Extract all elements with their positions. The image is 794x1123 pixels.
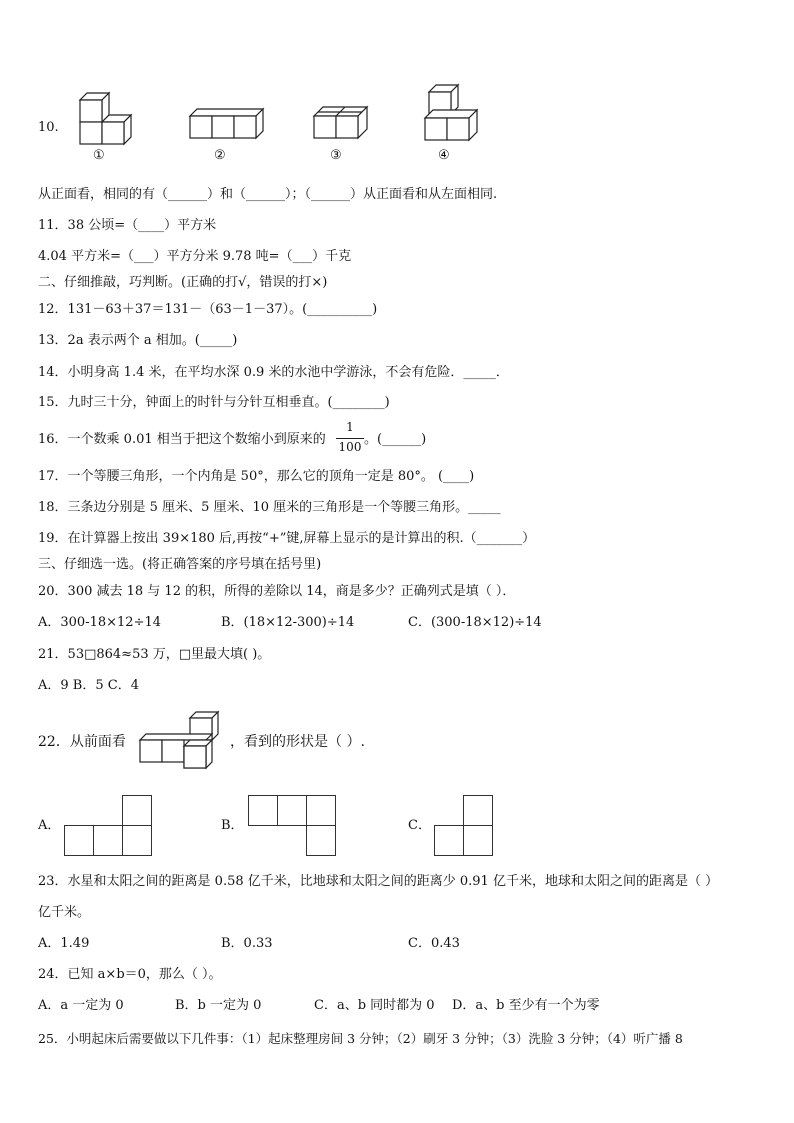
- question-18: 18．三条边分别是 5 厘米、5 厘米、10 厘米的三角形是一个等腰三角形。_____: [38, 500, 501, 515]
- figure-label-2: ②: [214, 148, 226, 163]
- question-24-option-c: C．a、b 同时都为 0: [314, 998, 435, 1013]
- question-15: 15．九时三十分，钟面上的时针与分针互相垂直。(________): [38, 395, 390, 410]
- question-24-option-d: D．a、b 至少有一个为零: [452, 998, 600, 1013]
- question-23-line-2: 亿千米。: [38, 905, 91, 920]
- fraction-numerator: 1: [346, 420, 354, 434]
- figure-label-1: ①: [93, 148, 105, 163]
- question-16-after: 。(______): [364, 432, 427, 447]
- question-22-lead: 22．从前面看: [38, 734, 126, 750]
- question-23-line-1: 23．水星和太阳之间的距离是 0.58 亿千米，比地球和太阳之间的距离少 0.91 亿千米，地球和太阳之间的距离是（ ）: [38, 874, 719, 889]
- question-22-text: ，看到的形状是（ ）.: [230, 734, 365, 750]
- question-23-option-b: B．0.33: [221, 936, 273, 951]
- question-22-option-b: B．: [221, 818, 244, 833]
- question-22-option-c: C．: [408, 818, 431, 833]
- question-17: 17．一个等腰三角形，一个内角是 50°，那么它的顶角一定是 80°。 (____): [38, 469, 475, 484]
- section-3-heading: 三、仔细选一选。(将正确答案的序号填在括号里): [38, 557, 322, 572]
- question-20-option-b: B．(18×12-300)÷14: [221, 615, 355, 630]
- cube-figure-4: [423, 84, 493, 146]
- question-13: 13．2a 表示两个 a 相加。(_____): [38, 333, 238, 348]
- question-number-10: 10.: [38, 120, 59, 135]
- fraction-bar: [336, 438, 364, 439]
- question-21: 21．53□864≈53 万，□里最大填( )。: [38, 647, 271, 662]
- question-16-text: 16．一个数乘 0.01 相当于把这个数缩小到原来的: [38, 432, 326, 447]
- question-10-text: 从正面看，相同的有（______）和（______）；（______）从正面看和从左面相同.: [38, 187, 498, 202]
- question-20: 20．300 减去 18 与 12 的积，所得的差除以 14，商是多少？正确列式是填（ ）．: [38, 584, 516, 599]
- question-25: 25．小明起床后需要做以下几件事：（1）起床整理房间 3 分钟；（2）刷牙 3 分钟；（3）洗脸 3 分钟；（4）听广播 8: [38, 1031, 683, 1046]
- figure-label-4: ④: [438, 148, 450, 163]
- question-19: 19．在计算器上按出 39×180 后,再按“+”键,屏幕上显示的是计算出的积.（_______）: [38, 531, 536, 546]
- cube-figure-1: [76, 92, 146, 152]
- question-22-solid-figure: [138, 706, 238, 776]
- cube-figure-2: [188, 108, 278, 148]
- cube-figure-3: [312, 106, 382, 148]
- question-24-option-b: B．b 一定为 0: [175, 998, 262, 1013]
- question-16: [38, 431, 426, 449]
- question-21-options: A．9 B．5 C．4: [38, 678, 139, 693]
- question-12: 12．131－63＋37＝131－（63－1－37）。(__________): [38, 302, 378, 317]
- question-23-option-a: A．1.49: [38, 936, 90, 951]
- question-11-part-2: 4.04 平方米=（___）平方分米 9.78 吨=（___）千克: [38, 249, 352, 264]
- fraction-denominator: 100: [338, 440, 362, 454]
- question-24: 24．已知 a×b＝0，那么（ ）。: [38, 967, 222, 982]
- section-2-heading: 二、仔细推敲，巧判断。(正确的打√，错误的打×): [38, 275, 328, 290]
- question-20-option-a: A．300-18×12÷14: [38, 615, 162, 630]
- question-24-option-a: A．a 一定为 0: [38, 998, 124, 1013]
- question-22-option-a: A．: [38, 818, 61, 833]
- question-20-option-c: C．(300-18×12)÷14: [408, 615, 542, 630]
- question-14: 14．小明身高 1.4 米，在平均水深 0.9 米的水池中学游泳，不会有危险．_____．: [38, 365, 509, 380]
- figure-label-3: ③: [330, 148, 342, 163]
- question-23-option-c: C．0.43: [408, 936, 460, 951]
- question-11: 11．38 公顷=（____）平方米: [38, 218, 217, 233]
